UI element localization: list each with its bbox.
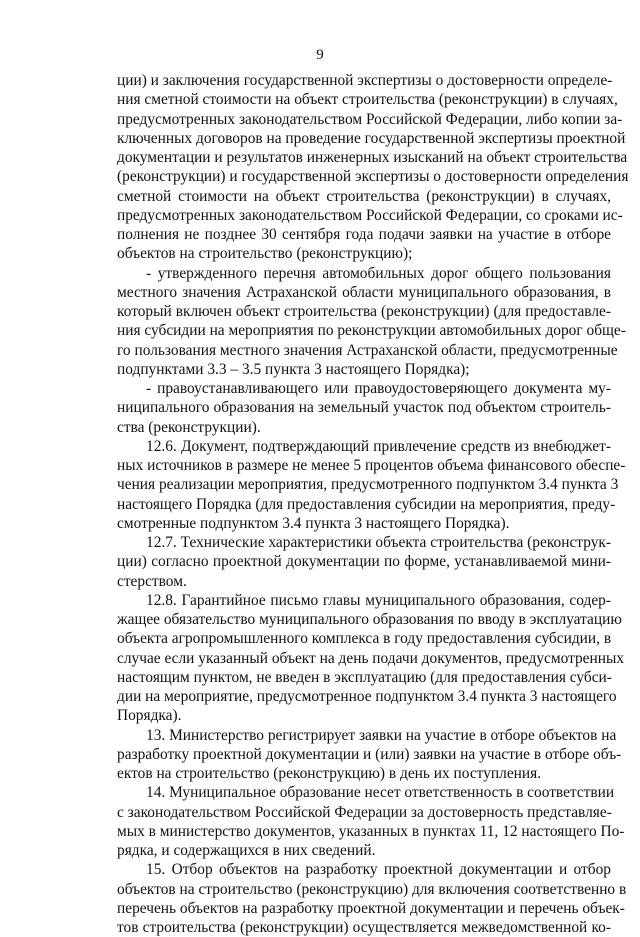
- text-line: мых в министерство документов, указанных в пунктах 11, 12 настоящего По-: [117, 822, 625, 840]
- text-line: Порядка).: [117, 707, 182, 725]
- text-line: местного значения Астраханской области муниципального образования, в: [117, 283, 611, 301]
- text-line: стерством.: [117, 572, 187, 590]
- text-line: 15. Отбор объектов на разработку проектной документации и отбор: [146, 861, 611, 879]
- text-line: ства (реконструкции).: [117, 418, 261, 436]
- text-line: (реконструкции) и государственной экспертизы о достоверности определения: [117, 168, 629, 186]
- text-line: - утвержденного перечня автомобильных дорог общего пользования: [146, 264, 611, 282]
- text-line: объекта агропромышленного комплекса в году предоставления субсидии, в: [117, 630, 612, 648]
- text-line: случае если указанный объект на день подачи документов, предусмотренных: [117, 649, 625, 667]
- text-line: смотренные подпунктом 3.4 пункта 3 настоящего Порядка).: [117, 514, 510, 532]
- document-body: [117, 71, 629, 937]
- text-line: настоящим пунктом, не введен в эксплуатацию (для предоставления субси-: [117, 668, 612, 686]
- text-line: чения реализации мероприятия, предусмотренного подпунктом 3.4 пункта 3: [117, 476, 619, 494]
- text-line: рядка, и содержащихся в них сведений.: [117, 842, 376, 859]
- text-line: - правоустанавливающего или правоудостоверяющего документа му-: [146, 380, 611, 397]
- text-line: ключенных договоров на проведение государственной экспертизы проектной: [117, 129, 626, 147]
- text-line: ции) согласно проектной документации по форме, устанавливаемой мини-: [117, 553, 611, 571]
- text-line: ных источников в размере не менее 5 процентов объема финансового обеспе-: [117, 457, 626, 474]
- text-line: ниципального образования на земельный участок под объектом строитель-: [117, 399, 611, 417]
- text-line: подпунктами 3.3 – 3.5 пункта 3 настоящего Порядка);: [117, 360, 470, 378]
- page-number: 9: [316, 47, 324, 63]
- text-line: дии на мероприятие, предусмотренное подпунктом 3.4 пункта 3 настоящего: [117, 688, 617, 705]
- text-line: 12.6. Документ, подтверждающий привлечение средств из внебюджет-: [146, 437, 611, 455]
- text-line: 13. Министерство регистрирует заявки на участие в отборе объектов на: [146, 726, 617, 744]
- text-line: сметной стоимости на объект строительства (реконструкции) в случаях,: [117, 187, 611, 205]
- text-line: ния субсидии на мероприятия по реконструкции автомобильных дорог обще-: [117, 322, 626, 340]
- text-line: ния сметной стоимости на объект строительства (реконструкции) в случаях,: [117, 91, 618, 109]
- text-line: с законодательством Российской Федерации за достоверность представляе-: [117, 803, 612, 821]
- text-line: ектов на строительство (реконструкцию) в день их поступления.: [117, 765, 542, 782]
- text-line: 14. Муниципальное образование несет ответственность в соответствии: [146, 784, 615, 802]
- text-line: 12.7. Технические характеристики объекта строительства (реконструк-: [146, 534, 611, 551]
- text-line: тов строительства (реконструкции) осуществляется межведомственной ко-: [117, 919, 611, 936]
- text-line: полнения не позднее 30 сентября года подачи заявки на участие в отборе: [117, 226, 611, 243]
- text-line: 12.8. Гарантийное письмо главы муниципального образования, содер-: [146, 591, 611, 609]
- text-line: предусмотренных законодательством Российской Федерации, либо копии за-: [117, 110, 623, 128]
- text-line: го пользования местного значения Астраханской области, предусмотренные: [117, 341, 618, 359]
- text-line: разработку проектной документации и (или) заявки на участие в отборе объ-: [117, 745, 622, 763]
- text-line: ции) и заключения государственной экспертизы о достоверности определе-: [117, 72, 613, 89]
- text-line: документации и результатов инженерных изысканий на объект строительства: [117, 149, 628, 166]
- text-line: настоящего Порядка (для предоставления субсидии на мероприятия, преду-: [117, 495, 616, 513]
- text-line: жащее обязательство муниципального образования по вводу в эксплуатацию: [117, 611, 622, 628]
- text-line: предусмотренных законодательством Российской Федерации, со сроками ис-: [117, 206, 623, 224]
- text-line: объектов на строительство (реконструкцию);: [117, 245, 413, 263]
- text-line: перечень объектов на разработку проектной документации и перечень объек-: [117, 899, 625, 917]
- text-line: объектов на строительство (реконструкцию) для включения соответственно в: [117, 880, 627, 898]
- text-line: который включен объект строительства (реконструкции) (для предоставле-: [117, 303, 611, 320]
